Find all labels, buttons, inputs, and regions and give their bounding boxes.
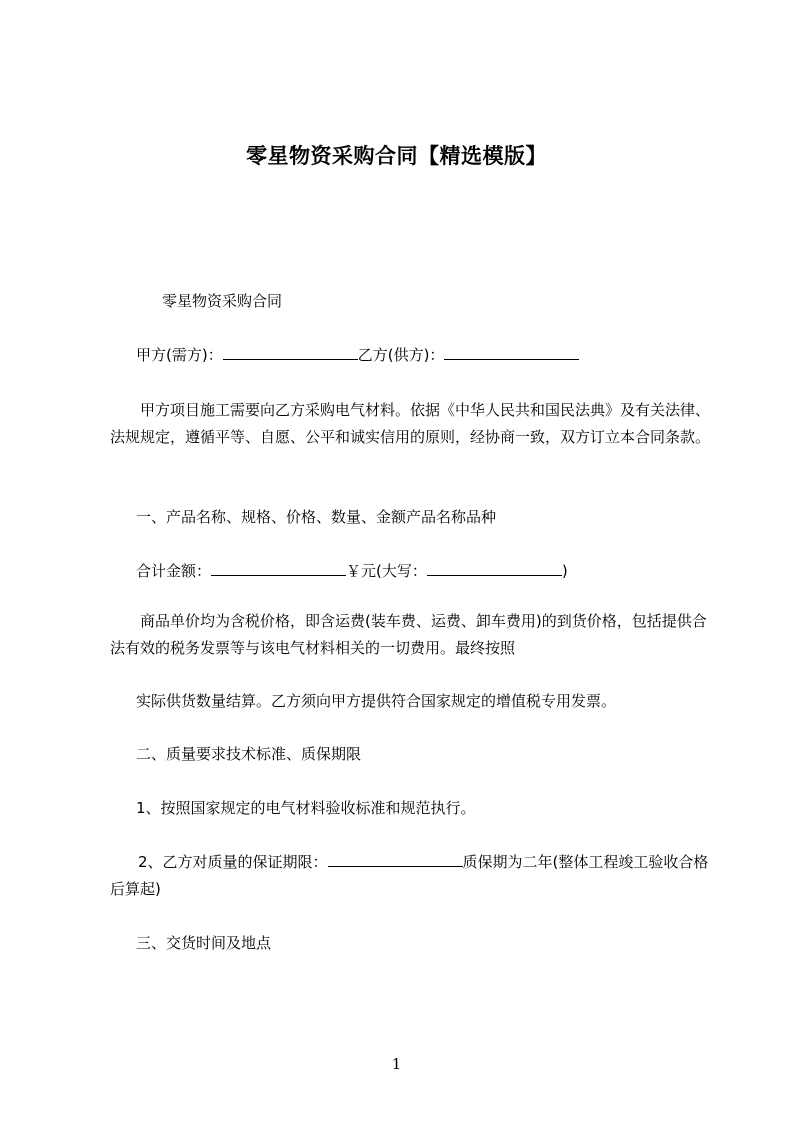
section-1-heading: [110, 504, 710, 531]
quality-item-2: [110, 849, 710, 903]
party-b-label: 乙方(供方)：: [357, 346, 445, 364]
quality-item-2-label: 2、乙方对质量的保证期限：: [138, 853, 328, 871]
document-title: 零星物资采购合同【精选模版】: [246, 144, 547, 168]
contract-subtitle: [110, 288, 710, 315]
section-2-heading: [110, 741, 710, 768]
section-1-heading-text: 一、产品名称、规格、价格、数量、金额产品名称品种: [136, 508, 497, 526]
total-close: ): [561, 562, 568, 580]
intro-paragraph: 甲方项目施工需要向乙方采购电气材料。依据《中华人民共和国民法典》及有关法律、法规规定，遵循平等、自愿、公平和诚实信用的原则，经协商一致，双方订立本合同条款。: [110, 401, 711, 446]
settlement-paragraph: [110, 688, 710, 715]
quality-item-1: [110, 795, 710, 822]
total-amount-line: [110, 558, 710, 585]
party-a-blank[interactable]: [223, 345, 358, 360]
settlement-text: 实际供货数量结算。乙方须向甲方提供符合国家规定的增值税专用发票。: [136, 692, 617, 710]
section-2-heading-text: 二、质量要求技术标准、质保期限: [136, 745, 362, 763]
party-b-blank[interactable]: [444, 345, 579, 360]
total-label: 合计金额：: [136, 562, 212, 580]
quality-item-1-text: 1、按照国家规定的电气材料验收标准和规范执行。: [136, 799, 476, 817]
price-note-paragraph: 商品单价均为含税价格，即含运费(装车费、运费、卸车费用)的到货价格，包括提供合法有效的税务发票等与该电气材料相关的一切费用。最终按照: [110, 612, 707, 657]
section-3-heading-text: 三、交货时间及地点: [136, 934, 272, 952]
warranty-period-blank[interactable]: [328, 852, 463, 867]
quality-item-2-text: 质保期为二年(整体工程竣工验收合格后算起): [110, 853, 709, 898]
parties-line: [110, 342, 710, 369]
party-a-label: 甲方(需方)：: [136, 346, 223, 364]
total-words-blank[interactable]: [427, 561, 562, 576]
subtitle-text: 零星物资采购合同: [162, 292, 283, 310]
section-3-heading: [110, 930, 710, 957]
total-yuan: ￥元(大写：: [346, 562, 427, 580]
page-number: 1: [391, 1055, 402, 1073]
total-amount-blank[interactable]: [211, 561, 346, 576]
